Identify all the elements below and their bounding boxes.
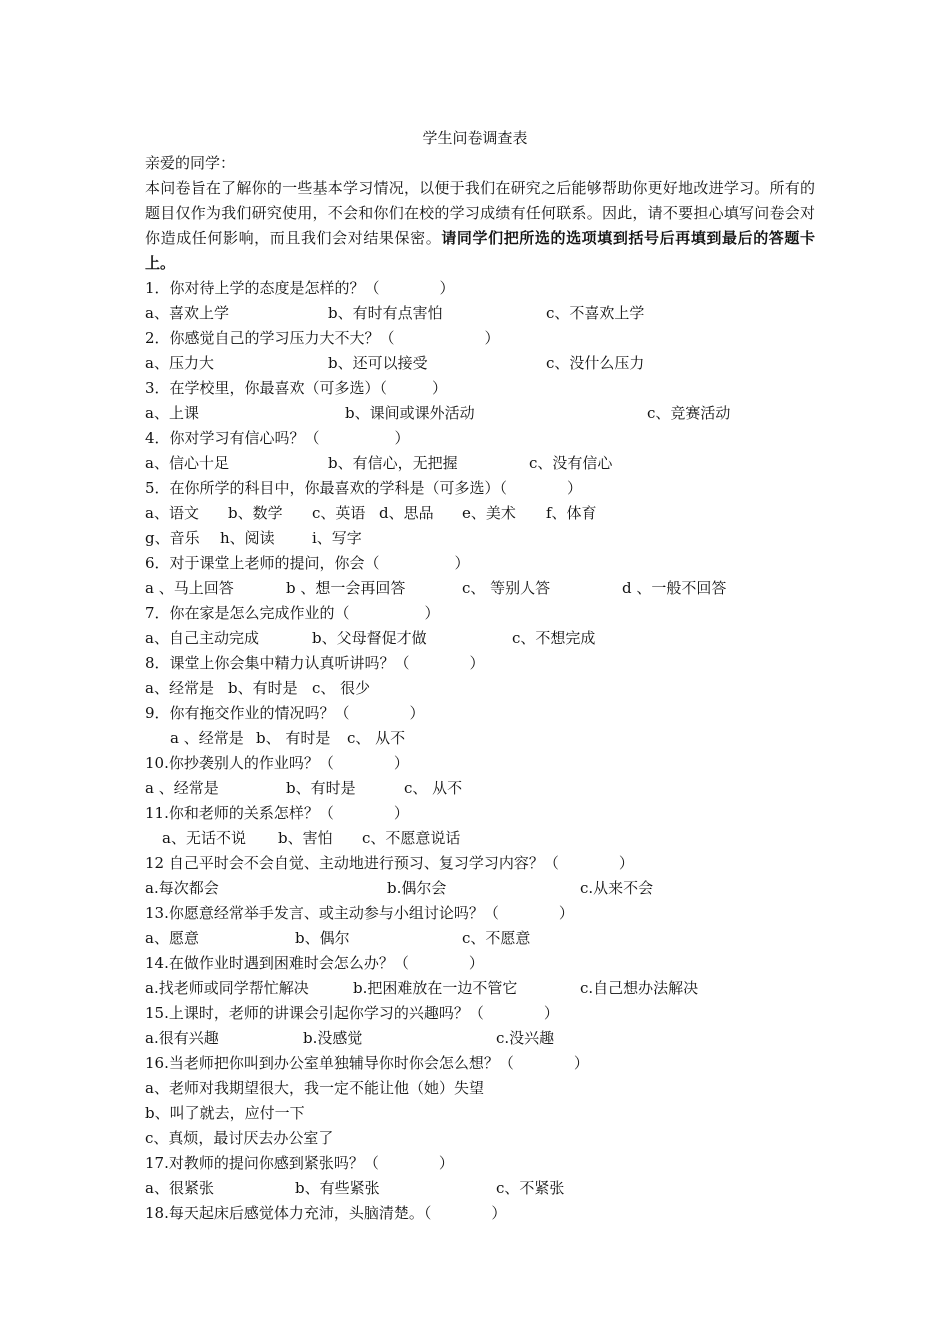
option-2a: a、压力大 <box>145 354 214 372</box>
option-6a: a 、马上回答 <box>145 579 234 597</box>
question-7: 7．你在家是怎么完成作业的（ ） <box>145 604 440 622</box>
question-11: 11.你和老师的关系怎样？（ ） <box>145 804 409 822</box>
option-5i: i、写字 <box>312 529 362 547</box>
option-16a: a、老师对我期望很大，我一定不能让他（她）失望 <box>145 1079 484 1097</box>
option-5d: d、思品 <box>379 504 434 522</box>
option-6d: d 、一般不回答 <box>622 579 727 597</box>
option-5g: g、音乐 <box>145 529 200 547</box>
option-12c: c.从来不会 <box>580 879 654 897</box>
question-13: 13.你愿意经常举手发言、或主动参与小组讨论吗？（ ） <box>145 904 574 922</box>
option-15b: b.没感觉 <box>303 1029 363 1047</box>
question-16: 16.当老师把你叫到办公室单独辅导你时你会怎么想？（ ） <box>145 1054 589 1072</box>
option-11a: a、无话不说 <box>162 829 246 847</box>
option-9b: b、 有时是 <box>256 729 331 747</box>
option-7c: c、不想完成 <box>512 629 596 647</box>
question-18: 18.每天起床后感觉体力充沛，头脑清楚。（ ） <box>145 1204 507 1222</box>
intro-paragraph <box>145 176 815 276</box>
question-4: 4．你对学习有信心吗？（ ） <box>145 429 410 447</box>
option-13c: c、不愿意 <box>462 929 531 947</box>
option-1b: b、有时有点害怕 <box>328 304 443 322</box>
option-16c: c、真烦，最讨厌去办公室了 <box>145 1129 334 1147</box>
question-1: 1．你对待上学的态度是怎样的？（ ） <box>145 279 455 297</box>
option-4b: b、有信心，无把握 <box>328 454 458 472</box>
option-6c: c、 等别人答 <box>462 579 551 597</box>
option-5h: h、阅读 <box>220 529 275 547</box>
intro-text: 本问卷旨在了解你的一些基本学习情况，以便于我们在研究之后能够帮助你更好地改进学习。所有的题目仅作为我们研究使用，不会和你们在校的学习成绩有任何联系。因此，请不要担心填写问卷会对你造成任何影响，而且我们会对结果保密。 <box>145 179 815 247</box>
option-2b: b、还可以接受 <box>328 354 428 372</box>
question-3: 3．在学校里，你最喜欢（可多选）（ ） <box>145 379 448 397</box>
question-10: 10.你抄袭别人的作业吗？（ ） <box>145 754 409 772</box>
question-9: 9．你有拖交作业的情况吗？（ ） <box>145 704 425 722</box>
option-8c: c、 很少 <box>312 679 371 697</box>
question-2: 2．你感觉自己的学习压力大不大？（ ） <box>145 329 500 347</box>
question-6: 6．对于课堂上老师的提问，你会（ ） <box>145 554 470 572</box>
question-12: 12 自己平时会不会自觉、主动地进行预习、复习学习内容？（ ） <box>145 854 634 872</box>
option-14c: c.自己想办法解决 <box>580 979 699 997</box>
option-15c: c.没兴趣 <box>496 1029 555 1047</box>
option-10a: a 、经常是 <box>145 779 219 797</box>
option-14b: b.把困难放在一边不管它 <box>353 979 518 997</box>
option-3a: a、上课 <box>145 404 199 422</box>
question-17: 17.对教师的提问你感到紧张吗？（ ） <box>145 1154 454 1172</box>
option-12b: b.偶尔会 <box>387 879 447 897</box>
option-10b: b、有时是 <box>286 779 356 797</box>
option-12a: a.每次都会 <box>145 879 219 897</box>
option-17a: a、很紧张 <box>145 1179 214 1197</box>
option-6b: b 、想一会再回答 <box>286 579 406 597</box>
option-8a: a、经常是 <box>145 679 214 697</box>
option-1c: c、不喜欢上学 <box>546 304 645 322</box>
option-8b: b、有时是 <box>228 679 298 697</box>
intro-instruction: 请同学们把所选的选项填到括号后再填到最后的答题卡上。 <box>145 229 815 272</box>
option-11b: b、害怕 <box>278 829 333 847</box>
option-4a: a、信心十足 <box>145 454 229 472</box>
option-5a: a、语文 <box>145 504 199 522</box>
option-9a: a 、经常是 <box>170 729 244 747</box>
option-3c: c、竞赛活动 <box>647 404 731 422</box>
question-14: 14.在做作业时遇到困难时会怎么办？（ ） <box>145 954 484 972</box>
greeting: 亲爱的同学： <box>145 154 236 172</box>
question-8: 8．课堂上你会集中精力认真听讲吗？（ ） <box>145 654 485 672</box>
option-11c: c、不愿意说话 <box>362 829 461 847</box>
option-13a: a、愿意 <box>145 929 199 947</box>
option-5c: c、英语 <box>312 504 366 522</box>
option-14a: a.找老师或同学帮忙解决 <box>145 979 309 997</box>
option-10c: c、 从不 <box>404 779 463 797</box>
option-16b: b、叫了就去，应付一下 <box>145 1104 305 1122</box>
page-title: 学生问卷调查表 <box>422 129 528 147</box>
option-9c: c、 从不 <box>347 729 406 747</box>
option-3b: b、课间或课外活动 <box>345 404 475 422</box>
option-15a: a.很有兴趣 <box>145 1029 219 1047</box>
option-17c: c、不紧张 <box>496 1179 565 1197</box>
option-7b: b、父母督促才做 <box>312 629 427 647</box>
option-5b: b、数学 <box>228 504 283 522</box>
option-7a: a、自己主动完成 <box>145 629 259 647</box>
option-4c: c、没有信心 <box>529 454 613 472</box>
option-13b: b、偶尔 <box>295 929 350 947</box>
option-17b: b、有些紧张 <box>295 1179 380 1197</box>
option-2c: c、没什么压力 <box>546 354 645 372</box>
option-5e: e、美术 <box>462 504 516 522</box>
question-5: 5．在你所学的科目中，你最喜欢的学科是（可多选）（ ） <box>145 479 583 497</box>
question-15: 15.上课时，老师的讲课会引起你学习的兴趣吗？（ ） <box>145 1004 559 1022</box>
option-1a: a、喜欢上学 <box>145 304 229 322</box>
option-5f: f、体育 <box>546 504 597 522</box>
